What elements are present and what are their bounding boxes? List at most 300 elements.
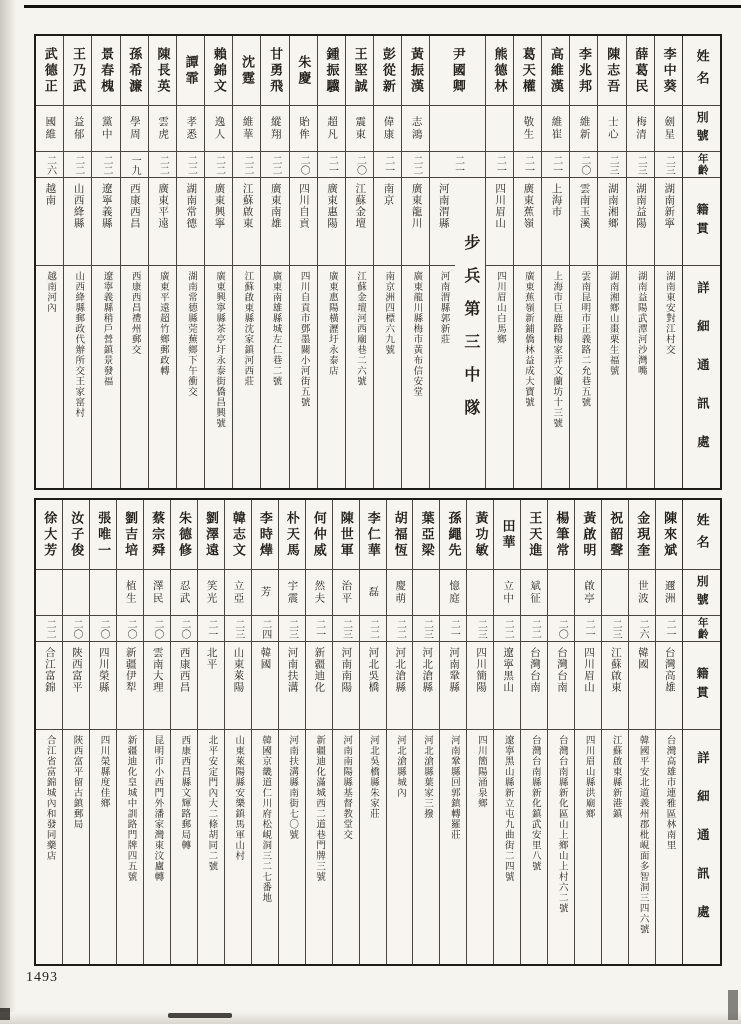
entry-address: 山西絳縣郵政代辦所交王家窰村 [73, 271, 84, 418]
age-cell [205, 152, 232, 178]
entry-origin: 四川榮縣 [97, 647, 109, 693]
entry-origin: 廣東南雄 [269, 183, 281, 229]
alias-cell [360, 570, 386, 616]
roster-entry-column [655, 500, 682, 964]
header-age-cell [683, 152, 720, 178]
entry-origin: 四川自貢 [297, 183, 309, 229]
origin-cell [198, 642, 224, 730]
entry-name: 陳志吾 [605, 46, 621, 95]
entry-address: 廣東南雄縣城左仁巷二號 [270, 271, 281, 387]
alias-cell [279, 570, 305, 616]
entry-address: 台灣台南縣新化鎮武安里八號 [529, 735, 540, 872]
entry-origin: 韓國 [636, 647, 648, 670]
entry-address: 四川自貢市鄧墨關小河街五號 [298, 271, 309, 408]
entry-origin: 四川眉山 [494, 183, 506, 229]
address-cell [542, 266, 569, 488]
address-cell [90, 730, 116, 964]
name-cell [149, 36, 176, 106]
entry-name: 陳長英 [155, 46, 171, 95]
alias-cell [205, 106, 232, 152]
name-cell [494, 500, 520, 570]
entry-age: 二一 [313, 618, 325, 639]
origin-cell [64, 178, 91, 266]
entry-alias: 磊 [367, 586, 379, 599]
entry-age: 二一 [664, 618, 676, 639]
unit-title: 步兵第三中隊 [461, 234, 479, 432]
entry-origin: 廣東蕉嶺 [522, 183, 534, 229]
entry-age: 二二 [185, 154, 197, 175]
entry-alias: 宇震 [286, 580, 298, 605]
entry-name: 譚霏 [183, 54, 199, 87]
roster-entry-column [63, 36, 91, 488]
roster-entry-column [401, 36, 429, 488]
entry-address: 四川榮縣度佳鄉 [98, 735, 109, 809]
entry-name: 黃功敏 [473, 510, 489, 559]
header-origin-label: 籍貫 [695, 202, 710, 241]
alias-cell [655, 106, 682, 152]
origin-cell [63, 642, 89, 730]
address-cell [655, 266, 682, 488]
roster-entry-column [332, 500, 359, 964]
origin-cell [92, 178, 119, 266]
age-cell [514, 152, 541, 178]
address-cell [430, 266, 455, 488]
entry-alias: 啟亭 [582, 580, 594, 605]
entry-origin: 南京 [382, 183, 394, 206]
alias-cell [233, 106, 260, 152]
entry-alias: 劍星 [663, 116, 675, 141]
entry-address: 台灣高雄市連雅區林南里 [664, 735, 675, 851]
entry-origin: 山西絳縣 [72, 183, 84, 229]
entry-alias: 孝悉 [185, 116, 197, 141]
entry-age: 二〇 [578, 154, 590, 175]
origin-cell [486, 178, 513, 266]
entry-address: 台灣台南縣新化區山上鄉山上村六二號 [556, 735, 567, 914]
entry-alias: 維崔 [550, 116, 562, 141]
entry-origin: 遼寧義縣 [100, 183, 112, 229]
entry-age: 二〇 [71, 618, 83, 639]
roster-entry-column [513, 36, 541, 488]
entry-address: 遼寧黑山縣新立屯九曲街二四號 [502, 735, 513, 882]
age-cell [117, 616, 143, 642]
age-cell [36, 616, 62, 642]
roster-entry-column [62, 500, 89, 964]
entry-age: 二三 [607, 154, 619, 175]
alias-cell [486, 106, 513, 152]
entry-name: 朴天馬 [284, 510, 300, 559]
entry-address: 南京洲四標六九號 [383, 271, 394, 355]
address-cell [233, 266, 260, 488]
alias-cell [90, 570, 116, 616]
alias-cell [387, 570, 413, 616]
entry-age: 二二 [213, 154, 225, 175]
entry-alias: 治平 [340, 580, 352, 605]
origin-cell [171, 642, 197, 730]
entry-origin: 合江富錦 [43, 647, 55, 693]
entry-age: 二四 [259, 618, 271, 639]
entry-name: 王乃武 [70, 46, 86, 95]
entry-address: 廣東興寧縣茶亭圩永泰街僑昌興號 [214, 271, 225, 429]
roster-entry-column [547, 500, 574, 964]
entry-name: 鍾振驥 [324, 46, 340, 95]
age-cell [629, 616, 655, 642]
entry-alias: 縱翔 [269, 116, 281, 141]
name-cell [521, 500, 547, 570]
entry-name: 孫繩先 [446, 510, 462, 559]
entry-age: 二二 [270, 154, 281, 175]
age-cell [171, 616, 197, 642]
alias-cell [402, 106, 429, 152]
age-cell [225, 616, 251, 642]
unit-lower-area [430, 178, 484, 488]
address-cell [575, 730, 601, 964]
address-cell [598, 266, 625, 488]
alias-cell [548, 570, 574, 616]
entry-alias: 逸人 [213, 116, 225, 141]
name-cell [261, 36, 288, 106]
entry-alias: 慶萌 [394, 580, 406, 605]
name-cell [629, 500, 655, 570]
entry-name: 田華 [500, 518, 516, 551]
address-cell [36, 266, 63, 488]
origin-cell [149, 178, 176, 266]
entry-alias: 維華 [241, 116, 253, 141]
age-cell [430, 152, 484, 178]
roster-entry-column [485, 36, 513, 488]
scan-edge-bottom [0, 1012, 741, 1024]
origin-cell [598, 178, 625, 266]
roster-entry-column [278, 500, 305, 964]
entry-origin: 韓國 [259, 647, 271, 670]
name-cell [374, 36, 401, 106]
origin-cell [36, 178, 63, 266]
entry-address: 江蘇啟東縣沈家鎮河西莊 [242, 271, 253, 387]
alias-cell [318, 106, 345, 152]
entry-origin: 上海市 [550, 183, 562, 218]
header-address-label: 詳細通訊處 [695, 280, 710, 474]
entry-age: 二一 [583, 618, 595, 639]
entry-age: 二六 [44, 154, 56, 175]
entry-age: 二一 [448, 618, 460, 639]
address-cell [290, 266, 317, 488]
header-address-cell [683, 266, 720, 488]
entry-origin: 雲南玉溪 [578, 183, 590, 229]
alias-cell [656, 570, 682, 616]
roster-entry-column [626, 36, 654, 488]
age-cell [402, 152, 429, 178]
entry-age: 二〇 [98, 618, 109, 639]
entry-age: 二一 [494, 154, 506, 175]
entry-origin: 河南渭縣 [437, 183, 449, 229]
address-cell [36, 730, 62, 964]
age-cell [387, 616, 413, 642]
name-cell [117, 500, 143, 570]
origin-cell [629, 642, 655, 730]
origin-cell [374, 178, 401, 266]
entry-address: 河南南陽縣基督教堂交 [341, 735, 352, 840]
alias-cell [306, 570, 332, 616]
age-cell [92, 152, 119, 178]
address-cell [602, 730, 628, 964]
entry-age: 二一 [550, 154, 562, 175]
address-cell [306, 730, 332, 964]
entry-address: 湖南東安對江村交 [663, 271, 674, 355]
entry-alias: 雲虎 [157, 116, 169, 141]
roster-entry-column [317, 36, 345, 488]
entry-age: 二一 [522, 154, 534, 175]
name-cell [121, 36, 148, 106]
entry-name: 熊德林 [492, 46, 508, 95]
entry-name: 徐大芳 [42, 510, 58, 559]
address-cell [360, 730, 386, 964]
entry-origin: 台灣台南 [555, 647, 567, 693]
alias-cell [121, 106, 148, 152]
entry-alias: 學周 [128, 116, 140, 141]
entry-age: 二三 [421, 618, 433, 639]
name-cell [144, 500, 170, 570]
entry-name: 祝韶聲 [608, 510, 624, 559]
entry-alias: 斌征 [529, 580, 541, 605]
age-cell [63, 616, 89, 642]
header-name-label: 姓名 [694, 512, 710, 557]
roster-entry-column [305, 500, 332, 964]
entry-age: 二三 [663, 154, 675, 175]
age-cell [521, 616, 547, 642]
name-cell [440, 500, 466, 570]
origin-cell [387, 642, 413, 730]
entry-age: 二〇 [556, 618, 568, 639]
age-cell [261, 152, 288, 178]
entry-age: 二二 [72, 154, 84, 175]
origin-cell [655, 178, 682, 266]
roster-entry-column [204, 36, 232, 488]
entry-age: 二二 [367, 618, 379, 639]
age-cell [90, 616, 116, 642]
entry-name: 李中葵 [661, 46, 677, 95]
entry-alias: 芳 [259, 586, 271, 599]
entry-origin: 台灣台南 [529, 647, 541, 693]
origin-cell [467, 642, 493, 730]
entry-address: 河北滄縣葉家三撥 [421, 735, 432, 819]
entry-alias: 敬生 [522, 116, 534, 141]
age-cell [494, 616, 520, 642]
header-name-cell [683, 36, 720, 106]
origin-cell [602, 642, 628, 730]
entry-age: 二二 [410, 154, 422, 175]
origin-cell [318, 178, 345, 266]
entry-address: 江蘇金壇河西廟巷二六號 [355, 271, 366, 387]
address-cell [261, 266, 288, 488]
origin-cell [117, 642, 143, 730]
name-cell [198, 500, 224, 570]
alias-cell [627, 106, 654, 152]
address-cell [521, 730, 547, 964]
entry-origin: 台灣高雄 [663, 647, 675, 693]
entry-origin: 湖南常德 [185, 183, 197, 229]
entry-address: 江蘇啟東縣新港鎮 [610, 735, 621, 819]
roster-entry-column [260, 36, 288, 488]
name-cell [171, 500, 197, 570]
name-cell [402, 36, 429, 106]
entry-name: 武德正 [42, 46, 58, 95]
name-cell [598, 36, 625, 106]
origin-cell [440, 642, 466, 730]
entry-address: 陝西富平留古鎮郵局 [71, 735, 82, 830]
entry-origin: 遼寧黑山 [502, 647, 514, 693]
address-cell [402, 266, 429, 488]
alias-cell [64, 106, 91, 152]
age-cell [233, 152, 260, 178]
entry-name: 甘勇飛 [268, 46, 284, 95]
roster-entry-column [345, 36, 373, 488]
entry-name: 李時燁 [257, 510, 273, 559]
roster-entry-column [116, 500, 143, 964]
name-cell [92, 36, 119, 106]
roster-entry-column [569, 36, 597, 488]
age-cell [198, 616, 224, 642]
origin-cell [90, 642, 116, 730]
entry-age: 二〇 [124, 618, 136, 639]
entry-subcolumn [430, 178, 455, 488]
alias-cell [144, 570, 170, 616]
address-cell [198, 730, 224, 964]
roster-entry-column [597, 36, 625, 488]
entry-name: 胡福恆 [392, 510, 408, 559]
entry-name: 景春槐 [99, 46, 115, 95]
name-cell [36, 500, 62, 570]
entry-address: 遼寧義縣稍戶營鎮景發福 [101, 271, 112, 387]
roster-entry-column [628, 500, 655, 964]
entry-address: 河北吳橋縣朱家莊 [368, 735, 379, 819]
entry-address: 廣東龍川縣梅市黃布信安堂 [411, 271, 422, 397]
address-cell [117, 730, 143, 964]
name-cell [627, 36, 654, 106]
entry-age: 二三 [475, 618, 487, 639]
entry-alias: 笑光 [205, 580, 217, 605]
origin-cell [36, 642, 62, 730]
entry-alias: 志鴻 [410, 116, 422, 141]
roster-entry-column [541, 36, 569, 488]
entry-alias: 震東 [354, 116, 366, 141]
roster-entry-column [232, 36, 260, 488]
entry-address: 韓國京畿道仁川府松峴洞三二七番地 [260, 735, 271, 903]
alias-cell [374, 106, 401, 152]
alias-cell [63, 570, 89, 616]
alias-cell [252, 570, 278, 616]
entry-origin: 廣東平遠 [157, 183, 169, 229]
origin-cell [177, 178, 204, 266]
name-cell [413, 500, 439, 570]
entry-name: 王天進 [527, 510, 543, 559]
name-cell [225, 500, 251, 570]
address-cell [629, 730, 655, 964]
entry-alias: 士心 [606, 116, 618, 141]
alias-cell [602, 570, 628, 616]
unit-title-area [455, 178, 484, 488]
roster-entry-column [493, 500, 520, 964]
address-cell [656, 730, 682, 964]
name-cell [548, 500, 574, 570]
name-cell [360, 500, 386, 570]
name-cell [306, 500, 332, 570]
age-cell [149, 152, 176, 178]
entry-address: 雲南昆明市正義路二允巷五號 [579, 271, 590, 408]
alias-cell [570, 106, 597, 152]
entry-name: 張唯一 [96, 510, 112, 559]
entry-age: 二三 [340, 618, 352, 639]
entry-address: 四川簡陽涌泉鄉 [475, 735, 486, 809]
roster-entry-column [520, 500, 547, 964]
entry-address: 山東萊陽縣安樂鎮馬軍山村 [233, 735, 244, 861]
name-cell [90, 500, 116, 570]
origin-cell [627, 178, 654, 266]
name-cell [346, 36, 373, 106]
header-alias-label: 別號 [695, 574, 710, 611]
entry-origin: 江蘇金壇 [354, 183, 366, 229]
name-cell [486, 36, 513, 106]
origin-cell [279, 642, 305, 730]
alias-cell [542, 106, 569, 152]
name-cell [63, 500, 89, 570]
entry-name: 蔡宗舜 [150, 510, 166, 559]
entry-origin: 雲南大理 [151, 647, 163, 693]
name-cell [64, 36, 91, 106]
entry-address: 北平安定門內大二條胡同二號 [206, 735, 217, 872]
scan-smudge [728, 990, 738, 1020]
age-cell [290, 152, 317, 178]
entry-name: 李兆邦 [577, 46, 593, 95]
age-cell [570, 152, 597, 178]
roster-entry-column [251, 500, 278, 964]
entry-address: 湖南湘鄉山棗栗生福號 [607, 271, 618, 376]
entry-alias: 貽侔 [297, 116, 309, 141]
age-cell [486, 152, 513, 178]
roster-entry-column [412, 500, 439, 964]
entry-address: 越南河內 [45, 271, 56, 313]
entry-origin: 河南南陽 [340, 647, 352, 693]
entry-name: 朱慶 [296, 54, 312, 87]
age-cell [121, 152, 148, 178]
address-cell [387, 730, 413, 964]
origin-cell [521, 642, 547, 730]
age-cell [548, 616, 574, 642]
page-top-rule [24, 5, 741, 8]
alias-cell [261, 106, 288, 152]
alias-cell [198, 570, 224, 616]
entry-name: 薛葛民 [633, 46, 649, 95]
entry-origin: 湖南益陽 [635, 183, 647, 229]
entry-origin: 山東萊陽 [232, 647, 244, 693]
entry-age: 二二 [44, 618, 56, 639]
age-cell [627, 152, 654, 178]
address-cell [413, 730, 439, 964]
name-cell [333, 500, 359, 570]
entry-origin: 四川簡陽 [475, 647, 487, 693]
entry-age: 二二 [157, 154, 169, 175]
alias-cell [494, 570, 520, 616]
address-cell [346, 266, 373, 488]
entry-address: 廣東惠陽橫瀝圩永泰店 [326, 271, 337, 376]
entry-name: 楊筆常 [554, 510, 570, 559]
age-cell [318, 152, 345, 178]
entry-alias: 立中 [502, 580, 514, 605]
age-cell [656, 616, 682, 642]
roster-table-bottom [34, 498, 722, 966]
roster-entry-column [466, 500, 493, 964]
name-cell [602, 500, 628, 570]
entry-age: 二二 [241, 154, 253, 175]
name-cell [205, 36, 232, 106]
